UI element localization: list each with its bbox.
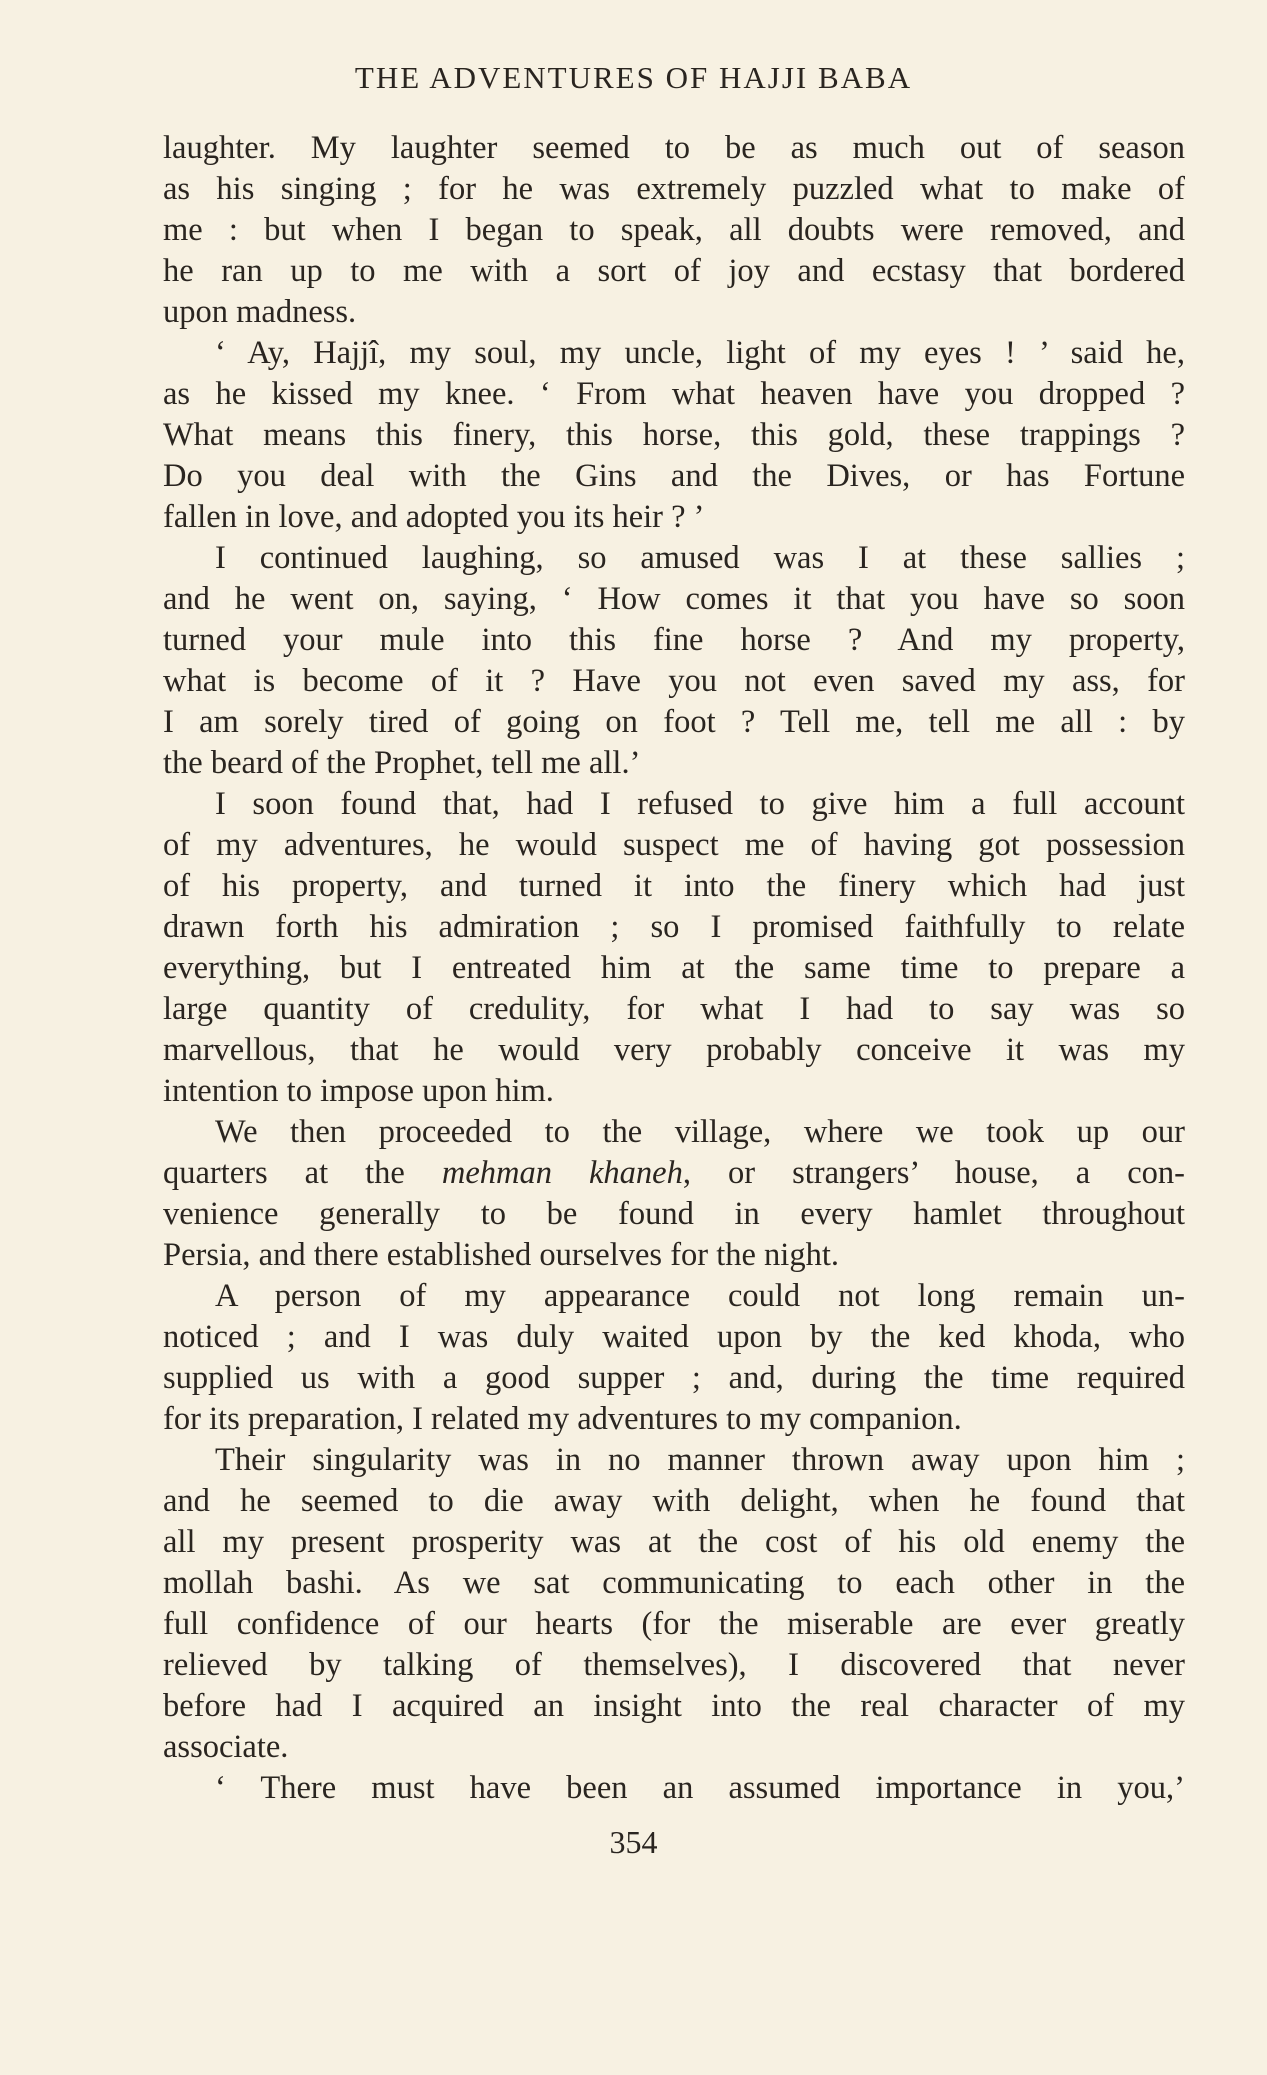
text-line: before had I acquired an insight into the real character of my bbox=[163, 1688, 1185, 1724]
body-text bbox=[163, 128, 1185, 1809]
text-line: Persia, and there established ourselves for the night. bbox=[163, 1237, 839, 1273]
text-line: ‘ There must have been an assumed importance in you,’ bbox=[215, 1770, 1185, 1806]
italic-term: mehman khaneh bbox=[441, 1155, 683, 1191]
text-line: noticed ; and I was duly waited upon by the ked khoda, who bbox=[163, 1319, 1185, 1355]
text-line: Their singularity was in no manner thrown away upon him ; bbox=[215, 1442, 1185, 1478]
text-line: relieved by talking of themselves), I discovered that never bbox=[163, 1647, 1185, 1683]
text-line: Do you deal with the Gins and the Dives, or has Fortune bbox=[163, 458, 1185, 494]
text-line bbox=[163, 1153, 1185, 1194]
text-segment: quarters at the bbox=[163, 1155, 442, 1191]
text-line: intention to impose upon him. bbox=[163, 1073, 554, 1109]
text-line: associate. bbox=[163, 1729, 289, 1765]
text-line: supplied us with a good supper ; and, during the time required bbox=[163, 1360, 1185, 1396]
text-line: me : but when I began to speak, all doubts were removed, and bbox=[163, 212, 1185, 248]
text-line: everything, but I entreated him at the same time to prepare a bbox=[163, 950, 1185, 986]
text-line: and he went on, saying, ‘ How comes it that you have so soon bbox=[163, 581, 1185, 617]
text-line: large quantity of credulity, for what I had to say was so bbox=[163, 991, 1185, 1027]
text-line: I soon found that, had I refused to give him a full account bbox=[215, 786, 1185, 822]
text-line: of my adventures, he would suspect me of having got possession bbox=[163, 827, 1185, 863]
text-line: mollah bashi. As we sat communicating to each other in the bbox=[163, 1565, 1185, 1601]
page-number: 354 bbox=[609, 1824, 658, 1860]
text-line: A person of my appearance could not long remain un- bbox=[215, 1278, 1185, 1314]
text-line: drawn forth his admiration ; so I promised faithfully to relate bbox=[163, 909, 1185, 945]
text-line: as he kissed my knee. ‘ From what heaven have you dropped ? bbox=[163, 376, 1185, 412]
text-line: venience generally to be found in every hamlet throughout bbox=[163, 1196, 1185, 1232]
text-line: as his singing ; for he was extremely puzzled what to make of bbox=[163, 171, 1185, 207]
text-line: of his property, and turned it into the finery which had just bbox=[163, 868, 1185, 904]
text-line: and he seemed to die away with delight, when he found that bbox=[163, 1483, 1185, 1519]
text-line: all my present prosperity was at the cost of his old enemy the bbox=[163, 1524, 1185, 1560]
text-line: I am sorely tired of going on foot ? Tell me, tell me all : by bbox=[163, 704, 1185, 740]
text-line: the beard of the Prophet, tell me all.’ bbox=[163, 745, 641, 781]
running-head: THE ADVENTURES OF HAJJI BABA bbox=[354, 60, 913, 95]
text-line: he ran up to me with a sort of joy and ecstasy that bordered bbox=[163, 253, 1185, 289]
text-line: what is become of it ? Have you not even saved my ass, for bbox=[163, 663, 1185, 699]
text-line: upon madness. bbox=[163, 294, 357, 330]
text-line: fallen in love, and adopted you its heir ? ’ bbox=[163, 499, 705, 535]
text-line: for its preparation, I related my adventures to my companion. bbox=[163, 1401, 962, 1437]
text-line: We then proceeded to the village, where we took up our bbox=[215, 1114, 1185, 1150]
text-line: laughter. My laughter seemed to be as much out of season bbox=[163, 130, 1185, 166]
text-line: turned your mule into this fine horse ? And my property, bbox=[163, 622, 1185, 658]
text-line: full confidence of our hearts (for the miserable are ever greatly bbox=[163, 1606, 1185, 1642]
text-line: I continued laughing, so amused was I at these sallies ; bbox=[215, 540, 1185, 576]
text-line: marvellous, that he would very probably conceive it was my bbox=[163, 1032, 1185, 1068]
text-line: What means this finery, this horse, this gold, these trappings ? bbox=[163, 417, 1185, 453]
text-line: ‘ Ay, Hajjî, my soul, my uncle, light of my eyes ! ’ said he, bbox=[215, 335, 1185, 371]
text-segment: , or strangers’ house, a con- bbox=[682, 1155, 1185, 1191]
